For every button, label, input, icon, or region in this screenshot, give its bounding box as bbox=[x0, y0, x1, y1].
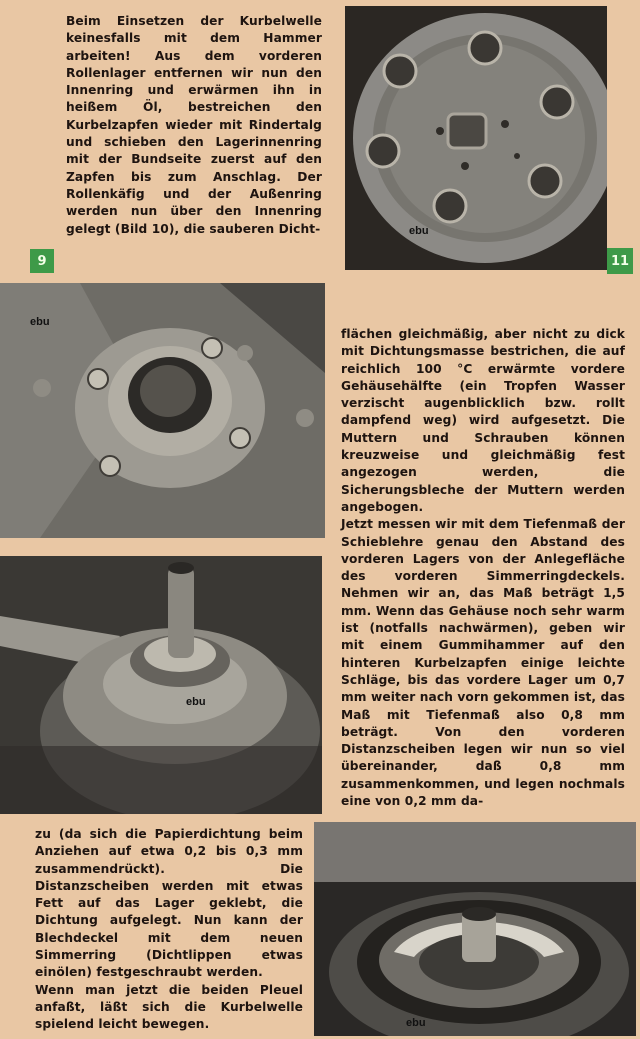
photo-cover-assembly-image bbox=[314, 822, 636, 1036]
figure-number-9-label: 9 bbox=[37, 253, 47, 269]
watermark-ebu: ebu bbox=[30, 316, 50, 328]
watermark-ebu: ebu bbox=[409, 225, 429, 237]
closing-paragraph-1: zu (da sich die Papierdichtung beim Anziehen auf etwa 0,2 bis 0,3 mm zusammendrückt). Die Distanzscheiben werden mit etwas Fett auf das Lager geklebt, die Dichtung aufgelegt. Nun kann der Blechdeckel mit dem neuen Simmerring (Dichtlippen etwas einölen) festgeschraubt werden. bbox=[35, 827, 303, 980]
figure-number-9 bbox=[30, 249, 54, 273]
assembly-paragraph-2: Jetzt messen wir mit dem Tiefenmaß der Schieblehre genau den Abstand des vorderen Lagers von der Anlegefläche des vorderen Simmerringdeckels. Nehmen wir an, das Maß beträgt 1,5 mm. Wenn das Gehäuse noch sehr warm ist (notfalls nachwärmen), geben wir mit einem Gummihammer auf den hinteren Kurbelzapfen einige leichte Schläge, bis das vordere Lager um 0,7 mm weiter nach vorn gekommen ist, das Maß mit Tiefenmaß also 0,8 mm beträgt. Von den vorderen Distanzscheiben legen wir nun so viel übereinander, daß 0,8 mm zusammenkommen, und legen nochmals eine von 0,2 mm da- bbox=[341, 517, 625, 809]
figure-number-11-label: 11 bbox=[610, 253, 630, 269]
photo-bearing-housing bbox=[0, 283, 325, 538]
assembly-paragraph-1: flächen gleichmäßig, aber nicht zu dick mit Dichtungsmasse bestrichen, die auf reichlich 100 °C erwärmte vordere Gehäusehälfte (ein Tropfen Wasser verzischt augenblicklich bzw. rollt dampfend weg) wird aufgesetzt. Die Muttern und Schrauben können kreuzweise und gleichmäßig fest angezogen werden, die Sicherungsbleche der Muttern werden angebogen. bbox=[341, 327, 625, 514]
intro-text-column bbox=[66, 13, 322, 238]
intro-paragraph: Beim Einsetzen der Kurbelwelle keinesfalls mit dem Hammer arbeiten! Aus dem vorderen Rollenlager entfernen wir nun den Innenring und erwärmen ihn in heißem Öl, bestreichen den Kurbelzapfen wieder mit Rindertalg und schieben den Lagerinnenring mit der Bundseite zuerst auf den Zapfen bis zum Anschlag. Der Rollenkäfig und der Außenring werden nun über den Innenring gelegt (Bild 10), die sauberen Dicht- bbox=[66, 14, 322, 236]
watermark-ebu: ebu bbox=[406, 1017, 426, 1029]
photo-crankcase-studs-image bbox=[345, 6, 607, 270]
assembly-text-column bbox=[341, 326, 625, 810]
watermark-ebu: ebu bbox=[186, 696, 206, 708]
photo-crankcase-studs bbox=[345, 6, 607, 270]
closing-text-column bbox=[35, 826, 303, 1034]
photo-cover-assembly bbox=[314, 822, 636, 1036]
photo-crankshaft-bearing-image bbox=[0, 556, 322, 814]
closing-paragraph-2: Wenn man jetzt die beiden Pleuel anfaßt, läßt sich die Kurbelwelle spielend leicht bewegen. bbox=[35, 982, 303, 1032]
figure-number-11 bbox=[607, 248, 633, 274]
photo-crankshaft-bearing bbox=[0, 556, 322, 814]
